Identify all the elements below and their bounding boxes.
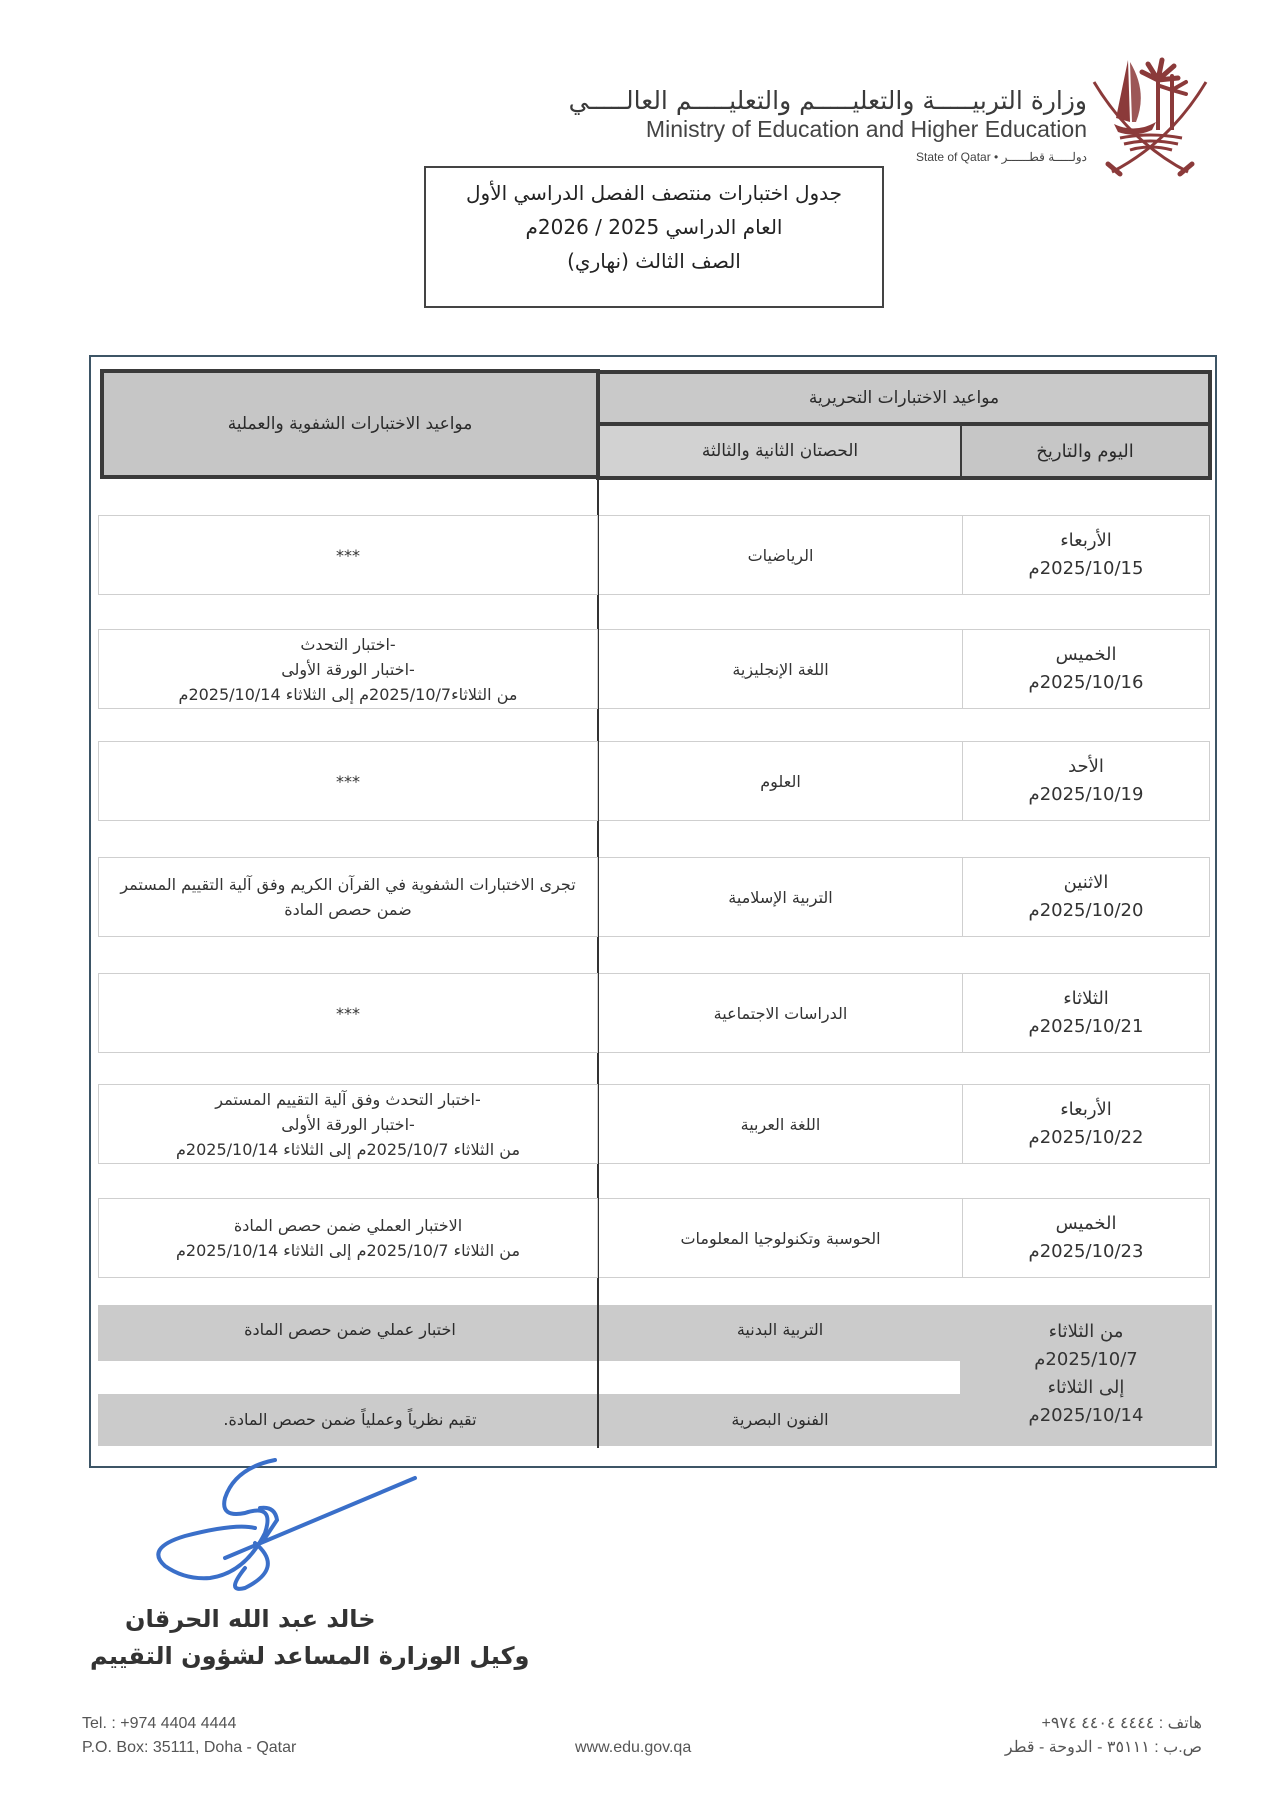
exam-date: 2025/10/15م [1028, 558, 1144, 579]
day-name: الاثنين [1063, 872, 1109, 893]
oral-line: -اختبار الورقة الأولى [281, 659, 415, 679]
pe-oral: اختبار عملي ضمن حصص المادة [244, 1320, 456, 1339]
subject-cell [599, 973, 962, 1053]
column-divider-bottom [597, 1305, 599, 1446]
exam-date: 2025/10/23م [1028, 1241, 1144, 1262]
oral-line: من الثلاثاء2025/10/7م إلى الثلاثاء 2025/10/14م [178, 684, 518, 704]
footer-tel-en: Tel. : +974 4404 4444 [82, 1715, 237, 1732]
footer-pobox-en: P.O. Box: 35111, Doha - Qatar [82, 1739, 297, 1756]
day-date-cell [962, 1198, 1210, 1278]
footer-tel-ar: هاتف : ٤٤٤٤ ٤٤٠٤ ٩٧٤+ [1041, 1715, 1202, 1732]
table-row [98, 741, 1210, 821]
oral-line: -اختبار التحدث وفق آلية التقييم المستمر [215, 1089, 481, 1109]
pe-subject: التربية البدنية [736, 1320, 824, 1339]
footer-website[interactable]: www.edu.gov.qa [575, 1739, 692, 1756]
subject-cell [599, 857, 962, 937]
exam-date: 2025/10/22م [1028, 1127, 1144, 1148]
oral-line: -اختبار التحدث [300, 634, 396, 654]
day-date-cell [962, 973, 1210, 1053]
schedule-title: جدول اختبارات منتصف الفصل الدراسي الأول [466, 181, 842, 205]
oral-practical-cell [98, 741, 598, 821]
exam-date: 2025/10/20م [1028, 900, 1144, 921]
oral-line: *** [336, 545, 360, 565]
day-date-cell [962, 857, 1210, 937]
table-row [98, 629, 1210, 709]
date-to: 2025/10/14م [1028, 1405, 1144, 1426]
column-divider [597, 480, 599, 1448]
ministry-name-english: Ministry of Education and Higher Education [645, 116, 1087, 142]
ministry-name-arabic: وزارة التربيـــــة والتعليـــــم والتعليـــــم العالـــــي [568, 86, 1087, 115]
academic-year: العام الدراسي 2025 / 2026م [525, 215, 783, 239]
oral-practical-cell [98, 857, 598, 937]
subject-name: اللغة الإنجليزية [732, 659, 829, 679]
day-date-cell [962, 629, 1210, 709]
continuous-date-text [960, 1318, 1212, 1430]
oral-line: من الثلاثاء 2025/10/7م إلى الثلاثاء 2025/10/14م [176, 1139, 521, 1159]
subject-name: التربية الإسلامية [728, 887, 833, 907]
exam-date: 2025/10/16م [1028, 672, 1144, 693]
table-row [98, 1198, 1210, 1278]
footer-contact-en [82, 1712, 296, 1760]
footer-pobox-ar: ص.ب : ٣٥١١١ - الدوحة - قطر [1004, 1739, 1202, 1756]
day-date-cell [962, 515, 1210, 595]
signature-icon [125, 1448, 425, 1598]
day-name: الخميس [1055, 644, 1117, 665]
header-oral-practical: مواعيد الاختبارات الشفوية والعملية [100, 369, 600, 479]
oral-practical-cell [98, 515, 598, 595]
signatory-title: وكيل الوزارة المساعد لشؤون التقييم [90, 1642, 530, 1670]
date-from-day: من الثلاثاء [1048, 1321, 1124, 1342]
day-date-cell [962, 741, 1210, 821]
subject-cell [599, 1084, 962, 1164]
day-name: الأحد [1068, 756, 1104, 777]
exam-date: 2025/10/21م [1028, 1016, 1144, 1037]
subject-name: الرياضيات [747, 545, 814, 565]
oral-line: تجرى الاختبارات الشفوية في القرآن الكريم وفق آلية التقييم المستمر [120, 875, 576, 894]
oral-line: *** [336, 771, 360, 791]
footer-contact-ar [1005, 1712, 1202, 1760]
subject-name: العلوم [760, 771, 801, 791]
header-written-exams: مواعيد الاختبارات التحريرية [596, 370, 1212, 426]
subject-name: الحوسبة وتكنولوجيا المعلومات [680, 1228, 881, 1248]
subject-cell [599, 741, 962, 821]
signatory-name: خالد عبد الله الحرقان [125, 1605, 376, 1633]
subject-cell [599, 515, 962, 595]
date-from: 2025/10/7م [1034, 1349, 1138, 1370]
oral-practical-cell [98, 1084, 598, 1164]
oral-line: -اختبار الورقة الأولى [281, 1114, 415, 1134]
subject-cell [599, 1198, 962, 1278]
header-day-date: اليوم والتاريخ [960, 422, 1212, 480]
day-date-cell [962, 1084, 1210, 1164]
oral-practical-cell [98, 629, 598, 709]
oral-line: من الثلاثاء 2025/10/7م إلى الثلاثاء 2025/10/14م [176, 1241, 521, 1260]
art-oral: تقيم نظرياً وعملياً ضمن حصص المادة. [223, 1410, 477, 1429]
day-name: الثلاثاء [1063, 988, 1109, 1009]
state-of-qatar-label: State of Qatar • دولـــــة قطــــــر [915, 150, 1087, 164]
schedule-title-box [424, 166, 884, 308]
subject-name: الدراسات الاجتماعية [713, 1003, 848, 1023]
header-periods: الحصتان الثانية والثالثة [596, 422, 962, 480]
table-row [98, 973, 1210, 1053]
day-name: الخميس [1055, 1213, 1117, 1234]
oral-line: الاختبار العملي ضمن حصص المادة [233, 1216, 463, 1235]
table-row [98, 1084, 1210, 1164]
qatar-emblem-icon [1090, 52, 1210, 177]
subject-name: اللغة العربية [740, 1114, 821, 1134]
oral-line: *** [336, 1003, 360, 1023]
oral-line: ضمن حصص المادة [284, 900, 412, 919]
day-name: الأربعاء [1060, 1099, 1112, 1120]
table-row [98, 515, 1210, 595]
subject-cell [599, 629, 962, 709]
table-row [98, 857, 1210, 937]
day-name: الأربعاء [1060, 530, 1112, 551]
grade-label: الصف الثالث (نهاري) [567, 249, 741, 273]
exam-date: 2025/10/19م [1028, 784, 1144, 805]
oral-practical-cell [98, 1198, 598, 1278]
date-to-day: إلى الثلاثاء [1047, 1377, 1125, 1398]
oral-practical-cell [98, 973, 598, 1053]
art-subject: الفنون البصرية [731, 1410, 829, 1429]
